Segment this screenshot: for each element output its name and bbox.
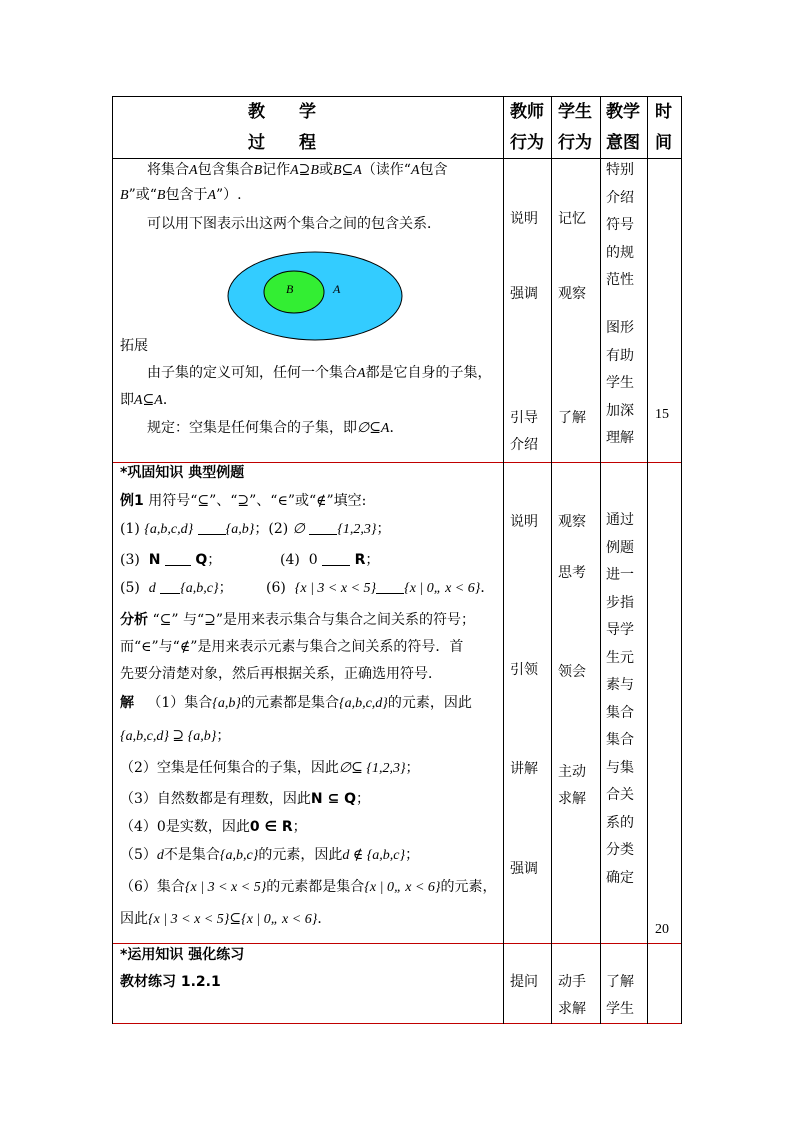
- s2-q3: (3) N Q；: [120, 552, 222, 568]
- s2-teacher-2: 引领: [510, 662, 538, 678]
- s2-q6: (6) {x | 3 < x < 5} {x | 0„ x < 6}．: [266, 580, 495, 596]
- venn-label-b: B: [286, 282, 294, 296]
- s1-student-1: 记忆: [558, 211, 586, 227]
- s2-time: 20: [655, 922, 669, 937]
- s1-teacher-1: 说明: [510, 211, 538, 227]
- table-top-border: [112, 96, 682, 97]
- s1-student-2: 观察: [558, 286, 586, 302]
- s1-expand-label: 拓展: [120, 338, 148, 354]
- s1-teacher-3: 引导: [510, 410, 538, 426]
- header-process: 过 程: [248, 133, 316, 153]
- s2-sol-2: （2）空集是任何集合的子集，因此∅⊆ {1,2,3}；: [120, 760, 420, 776]
- s1-time: 15: [655, 407, 669, 422]
- s2-sol-4: （4）0是实数，因此0 ∈ R；: [120, 819, 307, 835]
- s2-intent: 通过 例题 进一 步指 导学 生元 素与 集合 集合 与集 合关 系的 分类 确定: [606, 512, 634, 886]
- col-divider-3: [600, 96, 601, 1024]
- s2-student-1: 观察: [558, 514, 586, 530]
- s3-intent-1: 了解: [606, 974, 634, 990]
- s2-teacher-3: 讲解: [510, 761, 538, 777]
- venn-inner-set: [264, 271, 324, 313]
- s2-student-2: 思考: [558, 565, 586, 581]
- header-teacher-2: 行为: [510, 133, 544, 153]
- table-bottom-border: [112, 1023, 682, 1024]
- s2-sol-1: 解 （1）集合{a,b}的元素都是集合{a,b,c,d}的元素，因此: [120, 695, 472, 711]
- header-divider: [112, 158, 682, 159]
- col-divider-1: [503, 96, 504, 1024]
- s2-analysis-1: 分析 “⊆” 与“⊇”是用来表示集合与集合之间关系的符号；: [120, 612, 475, 628]
- s3-subtitle: 教材练习 1.2.1: [120, 974, 221, 990]
- s3-intent-2: 学生: [606, 1001, 634, 1017]
- header-student-1: 学生: [558, 102, 592, 122]
- s2-student-5: 求解: [558, 791, 586, 807]
- s2-sol-1-cont: {a,b,c,d} ⊇ {a,b}；: [120, 728, 231, 744]
- table-right-border: [681, 96, 682, 1024]
- s2-student-3: 领会: [558, 664, 586, 680]
- s2-sol-6: （6）集合{x | 3 < x < 5}的元素都是集合{x | 0„ x < 6}的元素，: [120, 879, 497, 895]
- s2-analysis-3: 先要分清楚对象，然后再根据关系，正确选用符号．: [120, 666, 442, 682]
- s1-student-3: 了解: [558, 410, 586, 426]
- section-divider-1: [112, 462, 682, 463]
- header-intent-1: 教学: [606, 102, 640, 122]
- s2-q1-q2: (1) {a,b,c,d} {a,b}；(2) ∅ {1,2,3}；: [120, 521, 391, 537]
- s2-analysis-2: 而“∈”与“∉”是用来表示元素与集合之间关系的符号．首: [120, 639, 464, 655]
- col-divider-4: [647, 96, 648, 1024]
- table-left-border: [112, 96, 113, 1024]
- s3-teacher: 提问: [510, 974, 538, 990]
- s3-student-1: 动手: [558, 974, 586, 990]
- s2-sol-5: （5）d不是集合{a,b,c}的元素，因此d ∉ {a,b,c}；: [120, 847, 420, 863]
- s2-example: 例1 用符号“⊆”、“⊇”、“∈”或“∉”填空:: [120, 493, 367, 509]
- header-student-2: 行为: [558, 133, 592, 153]
- s2-q5: (5) d {a,b,c}；: [120, 580, 233, 596]
- header-intent-2: 意图: [606, 133, 640, 153]
- s2-student-4: 主动: [558, 764, 586, 780]
- s1-teacher-2: 强调: [510, 286, 538, 302]
- s1-para3: 由子集的定义可知，任何一个集合A都是它自身的子集，: [147, 365, 492, 381]
- venn-diagram: [226, 250, 406, 342]
- s1-intent-2: 图形 有助 学生 加深 理解: [606, 320, 634, 446]
- venn-label-a: A: [333, 282, 341, 296]
- s1-para1-cont: B”或“B包含于A”）.: [120, 187, 242, 203]
- s3-title: *运用知识 强化练习: [120, 947, 245, 963]
- s2-title: *巩固知识 典型例题: [120, 465, 245, 481]
- header-time-2: 间: [655, 133, 672, 153]
- header-teacher-1: 教师: [510, 102, 544, 122]
- col-divider-2: [551, 96, 552, 1024]
- header-time-1: 时: [655, 102, 672, 122]
- section-divider-2: [112, 943, 682, 944]
- s1-teacher-4: 介绍: [510, 437, 538, 453]
- s3-student-2: 求解: [558, 1001, 586, 1017]
- s2-sol-3: （3）自然数都是有理数，因此N ⊆ Q；: [120, 791, 371, 807]
- s2-teacher-1: 说明: [510, 514, 538, 530]
- header-teaching: 教 学: [248, 102, 316, 122]
- s1-intent-1: 特别 介绍 符号 的规 范性: [606, 162, 634, 288]
- s1-para2: 可以用下图表示出这两个集合之间的包含关系．: [147, 216, 441, 232]
- s1-para3-cont: 即A⊆A．: [120, 392, 177, 408]
- s2-sol-6-cont: 因此{x | 3 < x < 5}⊆{x | 0„ x < 6}．: [120, 911, 332, 927]
- s1-para4: 规定：空集是任何集合的子集，即∅⊆A．: [147, 420, 404, 436]
- s1-para1: 将集合A包含集合B记作A⊇B或B⊆A（读作“A包含: [147, 162, 448, 178]
- s2-q4: (4) 0 R；: [280, 552, 380, 568]
- s2-teacher-4: 强调: [510, 861, 538, 877]
